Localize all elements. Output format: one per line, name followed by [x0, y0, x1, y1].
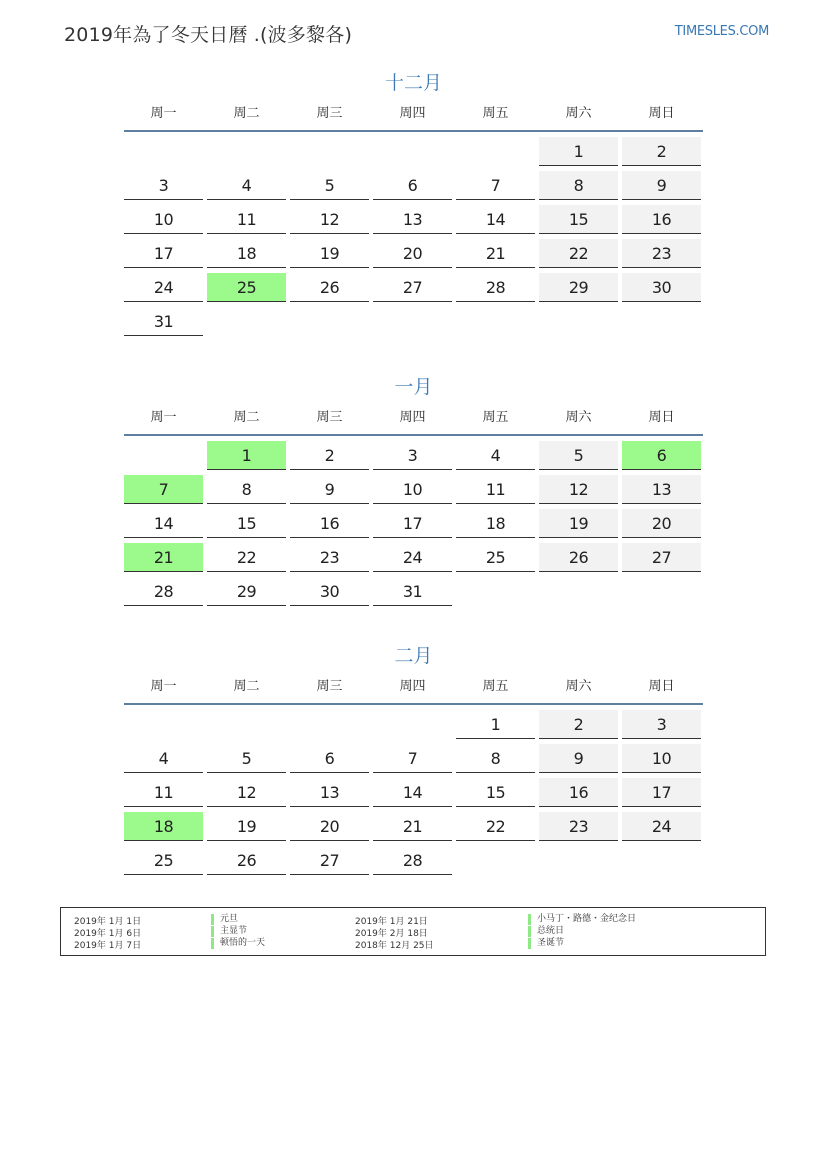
day-cell: 3: [124, 171, 203, 200]
day-cell: 16: [539, 778, 618, 807]
day-grid: [124, 710, 703, 875]
day-cell: 24: [622, 812, 701, 841]
day-cell: 15: [539, 205, 618, 234]
day-cell: 9: [290, 475, 369, 504]
day-cell: 22: [456, 812, 535, 841]
weekday-label: 周三: [316, 106, 343, 121]
day-cell: 7: [456, 171, 535, 200]
day-cell: 29: [207, 577, 286, 606]
day-cell: 30: [622, 273, 701, 302]
day-cell: 5: [290, 171, 369, 200]
empty-cell: [373, 137, 452, 166]
day-cell: 29: [539, 273, 618, 302]
legend-date: 2019年 1月 7日: [74, 941, 142, 951]
weekday-label: 周一: [150, 410, 177, 425]
weekday-label: 周二: [233, 106, 260, 121]
day-cell: 17: [124, 239, 203, 268]
holiday-day-cell: 7: [124, 475, 203, 504]
weekday-label: 周三: [316, 679, 343, 694]
weekday-header: [124, 104, 703, 132]
legend-holiday-name: 主显节: [211, 926, 247, 937]
day-cell: 6: [373, 171, 452, 200]
day-cell: 17: [373, 509, 452, 538]
weekday-label: 周日: [648, 106, 675, 121]
legend-holiday-name: 顿悟的一天: [211, 938, 265, 949]
weekday-label: 周六: [565, 106, 592, 121]
day-cell: 14: [124, 509, 203, 538]
day-cell: 24: [124, 273, 203, 302]
day-cell: 31: [124, 307, 203, 336]
weekday-label: 周四: [399, 106, 426, 121]
empty-cell: [124, 441, 203, 470]
weekday-label: 周五: [482, 106, 509, 121]
holiday-day-cell: 1: [207, 441, 286, 470]
weekday-label: 周三: [316, 410, 343, 425]
day-cell: 20: [373, 239, 452, 268]
day-cell: 19: [207, 812, 286, 841]
day-cell: 11: [456, 475, 535, 504]
day-cell: 23: [290, 543, 369, 572]
day-cell: 28: [456, 273, 535, 302]
weekday-header: [124, 408, 703, 436]
day-grid: [124, 137, 703, 336]
day-cell: 8: [456, 744, 535, 773]
day-cell: 27: [622, 543, 701, 572]
day-cell: 9: [622, 171, 701, 200]
weekday-label: 周日: [648, 410, 675, 425]
day-cell: 13: [290, 778, 369, 807]
day-cell: 21: [456, 239, 535, 268]
weekday-label: 周五: [482, 410, 509, 425]
day-cell: 16: [290, 509, 369, 538]
day-cell: 14: [456, 205, 535, 234]
empty-cell: [373, 710, 452, 739]
day-cell: 26: [539, 543, 618, 572]
day-cell: 6: [290, 744, 369, 773]
day-cell: 1: [456, 710, 535, 739]
day-cell: 2: [622, 137, 701, 166]
weekday-label: 周二: [233, 679, 260, 694]
day-cell: 13: [373, 205, 452, 234]
day-cell: 20: [622, 509, 701, 538]
day-cell: 5: [539, 441, 618, 470]
day-cell: 5: [207, 744, 286, 773]
day-cell: 31: [373, 577, 452, 606]
day-cell: 22: [539, 239, 618, 268]
day-cell: 9: [539, 744, 618, 773]
day-cell: 30: [290, 577, 369, 606]
day-cell: 22: [207, 543, 286, 572]
empty-cell: [456, 137, 535, 166]
day-cell: 4: [207, 171, 286, 200]
day-cell: 1: [539, 137, 618, 166]
month-name: 二月: [394, 645, 433, 667]
holiday-day-cell: 21: [124, 543, 203, 572]
day-cell: 12: [539, 475, 618, 504]
weekday-label: 周四: [399, 679, 426, 694]
day-cell: 12: [290, 205, 369, 234]
day-cell: 8: [207, 475, 286, 504]
empty-cell: [207, 710, 286, 739]
weekday-label: 周二: [233, 410, 260, 425]
empty-cell: [207, 137, 286, 166]
day-cell: 11: [207, 205, 286, 234]
weekday-label: 周一: [150, 106, 177, 121]
day-cell: 15: [207, 509, 286, 538]
day-cell: 8: [539, 171, 618, 200]
empty-cell: [124, 137, 203, 166]
day-cell: 3: [373, 441, 452, 470]
empty-cell: [290, 710, 369, 739]
empty-cell: [290, 137, 369, 166]
day-cell: 2: [539, 710, 618, 739]
day-cell: 17: [622, 778, 701, 807]
page-title: 2019年為了冬天日曆 .(波多黎各): [64, 24, 353, 46]
day-cell: 4: [456, 441, 535, 470]
day-cell: 10: [622, 744, 701, 773]
day-cell: 18: [456, 509, 535, 538]
day-cell: 25: [456, 543, 535, 572]
legend-holiday-name: 小马丁・路德・金纪念日: [528, 914, 636, 925]
day-cell: 19: [290, 239, 369, 268]
day-cell: 14: [373, 778, 452, 807]
weekday-label: 周四: [399, 410, 426, 425]
day-cell: 20: [290, 812, 369, 841]
day-cell: 2: [290, 441, 369, 470]
day-cell: 27: [290, 846, 369, 875]
month-january: [124, 372, 703, 606]
weekday-label: 周五: [482, 679, 509, 694]
legend-holiday-name: 总统日: [528, 926, 564, 937]
legend-holiday-name: 圣诞节: [528, 938, 564, 949]
day-cell: 10: [124, 205, 203, 234]
day-cell: 19: [539, 509, 618, 538]
month-february: [124, 641, 703, 875]
weekday-label: 周六: [565, 410, 592, 425]
empty-cell: [124, 710, 203, 739]
day-grid: [124, 441, 703, 606]
day-cell: 13: [622, 475, 701, 504]
day-cell: 24: [373, 543, 452, 572]
day-cell: 12: [207, 778, 286, 807]
month-name: 十二月: [384, 72, 442, 94]
legend-holiday-name: 元旦: [211, 914, 238, 925]
legend-date: 2019年 1月 21日: [355, 917, 428, 927]
day-cell: 26: [290, 273, 369, 302]
weekday-label: 周日: [648, 679, 675, 694]
day-cell: 3: [622, 710, 701, 739]
legend-date: 2018年 12月 25日: [355, 941, 434, 951]
legend-date: 2019年 2月 18日: [355, 929, 428, 939]
day-cell: 10: [373, 475, 452, 504]
holiday-day-cell: 6: [622, 441, 701, 470]
holiday-legend: [60, 907, 766, 956]
day-cell: 4: [124, 744, 203, 773]
day-cell: 23: [539, 812, 618, 841]
day-cell: 26: [207, 846, 286, 875]
holiday-day-cell: 18: [124, 812, 203, 841]
weekday-header: [124, 677, 703, 705]
month-december: [124, 68, 703, 336]
month-name: 一月: [394, 376, 433, 398]
day-cell: 11: [124, 778, 203, 807]
day-cell: 16: [622, 205, 701, 234]
weekday-label: 周一: [150, 679, 177, 694]
day-cell: 15: [456, 778, 535, 807]
site-link[interactable]: TIMESLES.COM: [674, 24, 769, 39]
day-cell: 23: [622, 239, 701, 268]
legend-date: 2019年 1月 6日: [74, 929, 142, 939]
day-cell: 7: [373, 744, 452, 773]
weekday-label: 周六: [565, 679, 592, 694]
legend-date: 2019年 1月 1日: [74, 917, 142, 927]
day-cell: 27: [373, 273, 452, 302]
day-cell: 25: [124, 846, 203, 875]
day-cell: 18: [207, 239, 286, 268]
day-cell: 28: [373, 846, 452, 875]
day-cell: 21: [373, 812, 452, 841]
holiday-day-cell: 25: [207, 273, 286, 302]
day-cell: 28: [124, 577, 203, 606]
